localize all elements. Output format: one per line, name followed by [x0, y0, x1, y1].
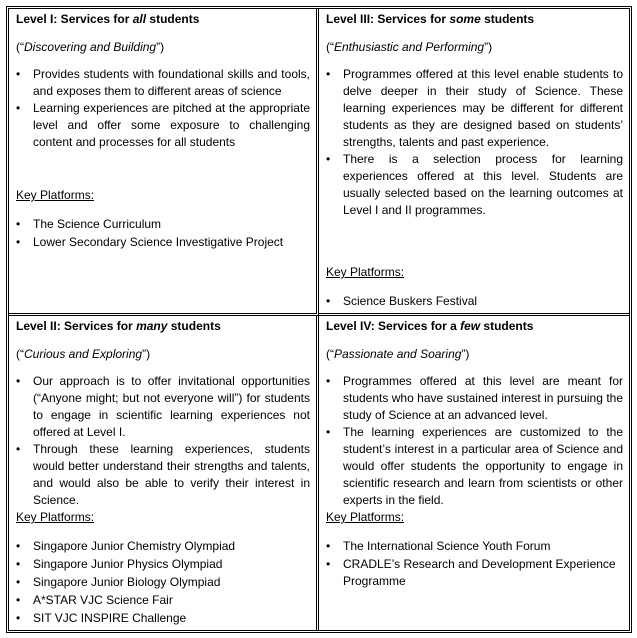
level-3-point: • There is a selection process for learning experiences offered at this level. Students are usually selected based on the learning outcomes at Level I and II programmes.	[326, 151, 623, 219]
level-3-points	[326, 66, 623, 219]
level-2-cell	[9, 316, 319, 630]
level-2-point: • Through these learning experiences, students would better understand their strengths and talents, and would also be able to verify their interest in Science.	[16, 441, 310, 509]
level-3-motto: (“Enthusiastic and Performing”)	[326, 40, 493, 54]
level-2-points	[16, 373, 310, 509]
level-4-heading: Level IV: Services for a few students	[326, 319, 534, 333]
level-3-cell	[319, 9, 629, 316]
platform-item: • Singapore Junior Biology Olympiad	[16, 574, 310, 591]
platform-item: • Lower Secondary Science Investigative Project	[16, 234, 310, 251]
level-1-cell	[9, 9, 319, 316]
platform-item: • A*STAR VJC Science Fair	[16, 592, 310, 609]
levels-table	[6, 6, 632, 633]
level-4-point: • The learning experiences are customized to the student’s interest in a particular area of Science and would offer students the opportunity to engage in scientific research and learn from scientists or other experts in the field.	[326, 424, 623, 509]
level-4-motto: (“Passionate and Soaring”)	[326, 347, 470, 361]
level-4-platforms-label: Key Platforms:	[326, 510, 405, 524]
level-1-heading: Level I: Services for all students	[16, 12, 200, 26]
level-2-platforms	[16, 538, 310, 627]
level-2-platforms-label: Key Platforms:	[16, 510, 95, 524]
platform-item: • The Science Curriculum	[16, 216, 310, 233]
platform-item: • CRADLE’s Research and Development Experience Programme	[326, 556, 623, 590]
platform-item: • Singapore Junior Chemistry Olympiad	[16, 538, 310, 555]
level-3-platforms	[326, 293, 623, 316]
level-1-point: • Learning experiences are pitched at the appropriate level and offer some exposure to challenging content and processes for all students	[16, 100, 310, 151]
level-4-point: • Programmes offered at this level are meant for students who have sustained interest in pursuing the study of Science at an advanced level.	[326, 373, 623, 424]
platform-item: • SIT VJC INSPIRE Challenge	[16, 610, 310, 627]
level-3-point: • Programmes offered at this level enable students to delve deeper in their study of Science. These learning experiences may be different for different students as they are designed based on students’ strengths, talents and past experience.	[326, 66, 623, 151]
level-2-heading: Level II: Services for many students	[16, 319, 221, 333]
level-3-heading: Level III: Services for some students	[326, 12, 535, 26]
level-1-point: • Provides students with foundational skills and tools, and exposes them to different areas of science	[16, 66, 310, 100]
platform-item: • Singapore Junior Physics Olympiad	[16, 556, 310, 573]
platform-item: • The International Science Youth Forum	[326, 538, 623, 555]
level-3-platforms-label: Key Platforms:	[326, 265, 405, 279]
level-4-platforms	[326, 538, 623, 590]
level-2-point: • Our approach is to offer invitational opportunities (“Anyone might; but not everyone will”) for students to engage in scientific learning experiences not offered at Level I.	[16, 373, 310, 441]
level-4-cell	[319, 316, 629, 630]
level-1-points	[16, 66, 310, 151]
platform-item: • Science Buskers Festival	[326, 293, 623, 310]
level-2-motto: (“Curious and Exploring”)	[16, 347, 151, 361]
level-1-platforms	[16, 216, 310, 251]
level-4-points	[326, 373, 623, 509]
level-1-platforms-label: Key Platforms:	[16, 188, 95, 202]
level-1-motto: (“Discovering and Building”)	[16, 40, 165, 54]
